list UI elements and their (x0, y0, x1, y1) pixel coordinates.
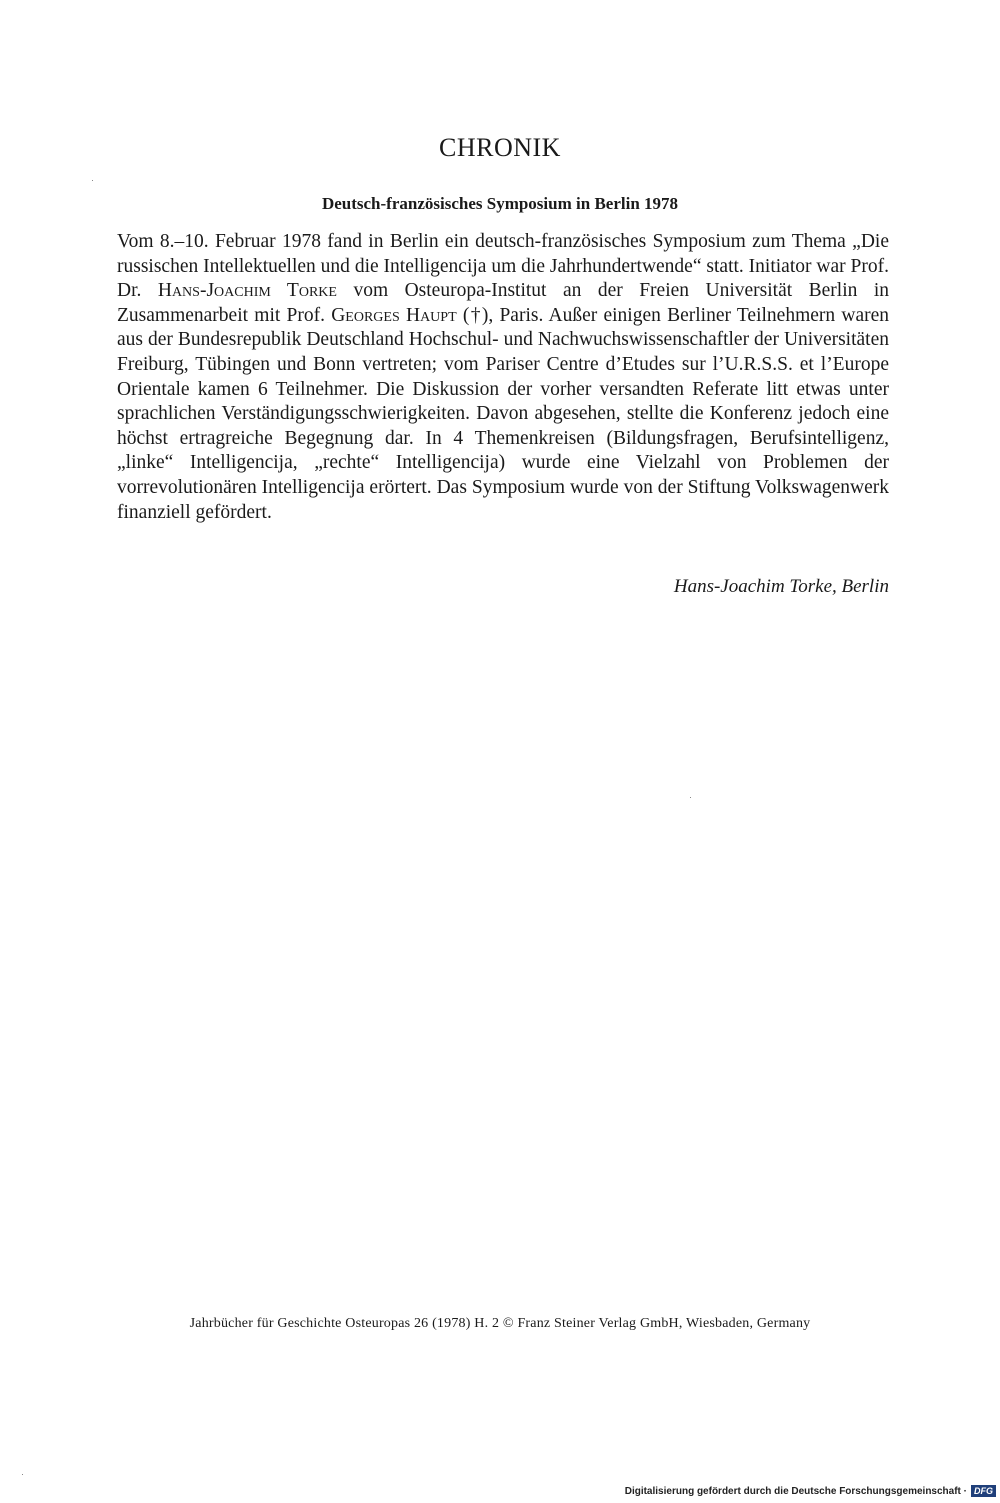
journal-citation: Jahrbücher für Geschichte Osteuropas 26 (1978) H. 2 © Franz Steiner Verlag GmbH, Wiesbaden, Germany (189, 1316, 811, 1331)
article-title: Deutsch-französisches Symposium in Berlin 1978 (321, 194, 679, 213)
scan-speck (92, 180, 93, 181)
digitization-note (625, 1485, 996, 1497)
body-text-segment: Vom 8.–10. Februar 1978 fand in Berlin ein deutsch-französisches Symposium zum Thema „Die russischen Intellektuellen und die Intelligencija um die Jahrhundertwende“ statt. Initiator war Prof. Dr. (117, 231, 889, 302)
article-body (117, 230, 889, 525)
person-name-torke: Hans-Joachim Torke (157, 280, 337, 302)
scan-speck (22, 1474, 23, 1475)
dfg-logo: DFG (971, 1485, 996, 1497)
scan-speck (690, 797, 691, 798)
page-title: CHRONIK (439, 133, 561, 163)
body-text-segment: (†), Paris. Außer einigen Berliner Teilnehmern waren aus der Bundesrepublik Deutschland Hochschul- und Nachwuchswissenschaftler der Universitäten Freiburg, Tübingen und Bonn vertreten; vom Pariser Centre d’Etudes sur l’U.R.S.S. et l’Europe Orientale kamen 6 Teilnehmer. Die Diskussion der vorher versandten Referate litt etwas unter sprachlichen Verständigungsschwierigkeiten. Davon abgesehen, stellte die Konferenz jedoch eine höchst ertragreiche Begegnung dar. In 4 Themenkreisen (Bildungsfragen, Berufsintelligenz, „linke“ Intelligencija, „rechte“ Intelligencija) wurde eine Vielzahl von Problemen der vorrevolutionären Intelligencija erörtert. Das Symposium wurde von der Stiftung Volkswagenwerk finanziell gefördert. (117, 304, 890, 523)
body-text-segment: vom Osteuropa-Institut an der Freien Universität Berlin in Zusammenarbeit mit Prof. (117, 280, 890, 326)
person-name-haupt: Georges Haupt (331, 304, 457, 326)
author-signature: Hans-Joachim Torke, Berlin (673, 576, 889, 597)
digitization-note-text: Digitalisierung gefördert durch die Deutsche Forschungsgemeinschaft · (624, 1485, 967, 1497)
